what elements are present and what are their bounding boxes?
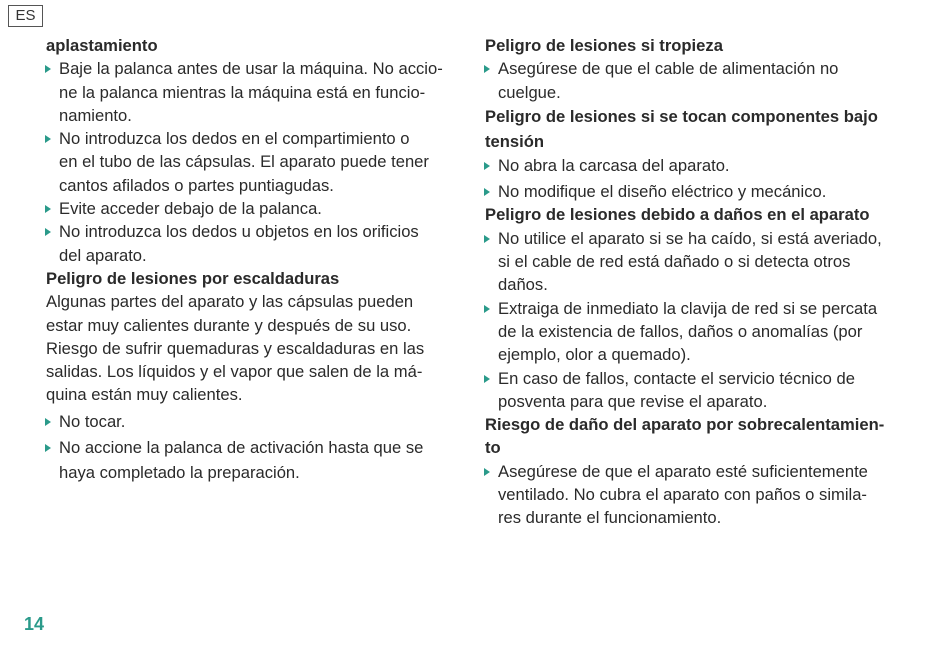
- line: cantos afilados o partes puntiagudas.: [59, 175, 334, 195]
- line: No tocar.: [59, 411, 126, 431]
- bullet-item: [485, 154, 910, 177]
- line: No abra la carcasa del aparato.: [498, 155, 730, 175]
- bullet-item: [485, 180, 910, 203]
- bullet-item: [46, 410, 466, 433]
- line: to: [485, 438, 501, 458]
- bullet-arrow-icon: [45, 444, 51, 452]
- line: Riesgo de daño del aparato por sobrecalentamien-: [485, 415, 885, 435]
- page-number: 14: [24, 614, 45, 634]
- bullet-item: [485, 460, 910, 530]
- bullet-item: [46, 197, 466, 220]
- line: quina están muy calientes.: [46, 385, 243, 405]
- line: res durante el funcionamiento.: [498, 508, 722, 528]
- paragraph: [46, 290, 466, 406]
- line: namiento.: [59, 105, 132, 125]
- line: haya completado la preparación.: [59, 463, 300, 483]
- line: salidas. Los líquidos y el vapor que salen de la má-: [46, 362, 423, 382]
- bullet-arrow-icon: [484, 162, 490, 170]
- bullet-item: [46, 436, 466, 485]
- line: No introduzca los dedos en el compartimiento o: [59, 129, 410, 149]
- line: del aparato.: [59, 245, 147, 265]
- line: Peligro de lesiones si se tocan componentes bajo: [485, 106, 878, 126]
- line: No utilice el aparato si se ha caído, si está averiado,: [498, 228, 882, 248]
- heading-danos: Peligro de lesiones debido a daños en el aparato: [485, 205, 870, 225]
- line: Asegúrese de que el aparato esté suficientemente: [498, 461, 868, 481]
- line: Riesgo de sufrir quemaduras y escaldaduras en las: [46, 338, 425, 358]
- bullet-item: [485, 367, 910, 414]
- line: Extraiga de inmediato la clavija de red si se percata: [498, 298, 878, 318]
- bullet-item: [46, 127, 466, 197]
- line: ne la palanca mientras la máquina está en funcio-: [59, 82, 426, 102]
- bullet-arrow-icon: [45, 135, 51, 143]
- heading-tropieza: Peligro de lesiones si tropieza: [485, 36, 723, 55]
- line: No modifique el diseño eléctrico y mecánico.: [498, 182, 827, 202]
- heading-tension: [485, 104, 910, 154]
- right-column: [485, 34, 910, 530]
- line: si el cable de red está dañado o si detecta otros: [498, 252, 851, 272]
- bullet-arrow-icon: [484, 65, 490, 73]
- line: posventa para que revise el aparato.: [498, 391, 768, 411]
- left-column: [46, 34, 466, 485]
- bullet-arrow-icon: [484, 305, 490, 313]
- bullet-arrow-icon: [484, 188, 490, 196]
- bullet-arrow-icon: [484, 235, 490, 243]
- heading-sobrecalentamiento: [485, 413, 910, 460]
- line: en el tubo de las cápsulas. El aparato puede tener: [59, 152, 429, 172]
- bullet-arrow-icon: [484, 468, 490, 476]
- line: ejemplo, olor a quemado).: [498, 345, 691, 365]
- bullet-item: [485, 227, 910, 297]
- line: daños.: [498, 275, 548, 295]
- bullet-arrow-icon: [45, 418, 51, 426]
- line: de la existencia de fallos, daños o anomalías (por: [498, 321, 863, 341]
- line: tensión: [485, 131, 545, 151]
- line: Baje la palanca antes de usar la máquina. No accio-: [59, 59, 443, 79]
- line: No accione la palanca de activación hasta que se: [59, 438, 424, 458]
- bullet-item: [46, 220, 466, 267]
- line: Evite acceder debajo de la palanca.: [59, 199, 322, 219]
- bullet-arrow-icon: [45, 205, 51, 213]
- bullet-item: [485, 297, 910, 367]
- line: En caso de fallos, contacte el servicio técnico de: [498, 368, 855, 388]
- bullet-item: [46, 57, 466, 127]
- line: Asegúrese de que el cable de alimentación no: [498, 59, 839, 79]
- line: ventilado. No cubra el aparato con paños o simila-: [498, 485, 867, 505]
- line: cuelgue.: [498, 82, 561, 102]
- language-badge: ES: [8, 5, 43, 27]
- line: estar muy calientes durante y después de su uso.: [46, 315, 412, 335]
- line: No introduzca los dedos u objetos en los orificios: [59, 222, 419, 242]
- bullet-arrow-icon: [45, 65, 51, 73]
- heading-aplastamiento: aplastamiento: [46, 36, 158, 55]
- bullet-arrow-icon: [484, 375, 490, 383]
- bullet-item: [485, 57, 910, 104]
- bullet-arrow-icon: [45, 228, 51, 236]
- heading-escaldaduras: Peligro de lesiones por escaldaduras: [46, 268, 340, 288]
- line: Algunas partes del aparato y las cápsulas pueden: [46, 292, 414, 312]
